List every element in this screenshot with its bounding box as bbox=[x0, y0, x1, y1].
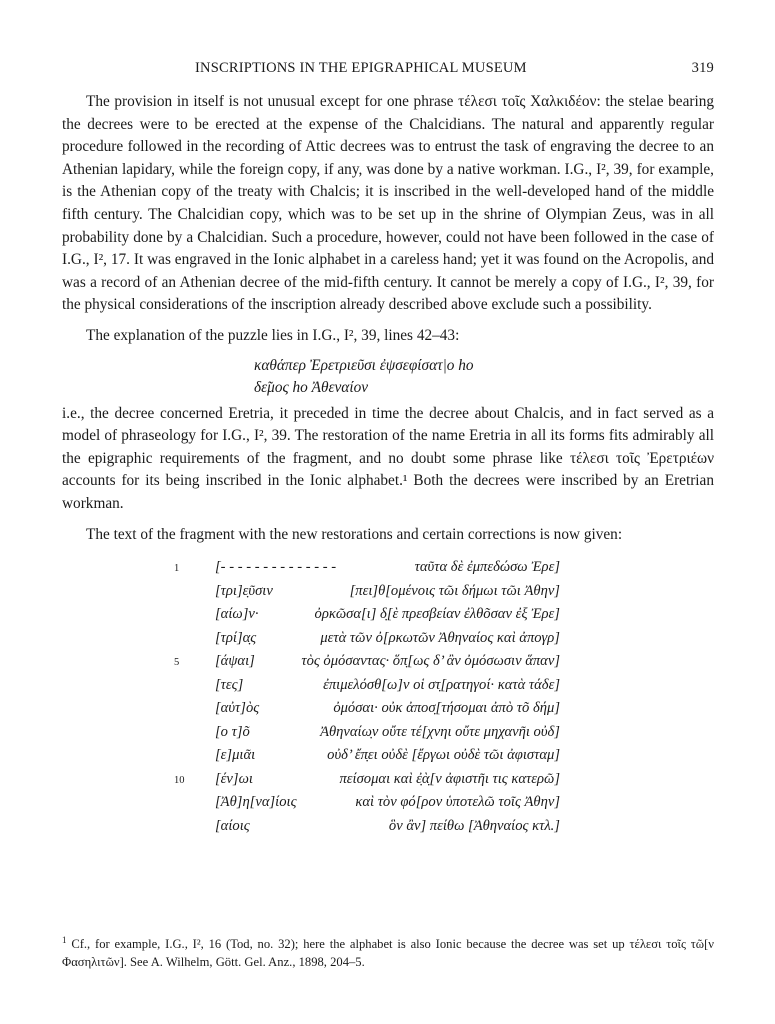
inscription-line-end: ὀμόσαι· οὐκ ἀποσ̣[τήσομαι ἀπὸ τõ δήμ] bbox=[333, 700, 560, 717]
inscription-text bbox=[62, 556, 714, 838]
footnote-marker: 1 bbox=[62, 935, 67, 945]
inscription-line-start: [ε]μιᾶι bbox=[215, 747, 256, 764]
inscription-line-end: ἐπιμελόσθ[ω]ν οἱ στ̣[ρατηγοί· κατὰ τάδε] bbox=[323, 676, 560, 693]
inscription-line bbox=[62, 556, 714, 580]
inscription-line-text bbox=[215, 744, 560, 767]
inscription-line-text bbox=[215, 697, 560, 720]
quote-line-1: καθάπερ Ἐρετριεῦσι ἐψσεφίσατ|ο hο bbox=[254, 356, 474, 374]
footnote bbox=[62, 931, 714, 971]
paragraph-text-intro: The text of the fragment with the new restorations and certain corrections is now given: bbox=[86, 525, 623, 543]
inscription-line-start: [αίω]ν· bbox=[215, 606, 259, 623]
line-number: 5 bbox=[174, 657, 180, 669]
inscription-line bbox=[62, 627, 714, 651]
inscription-line bbox=[62, 603, 714, 627]
inscription-line-start: [- - - - - - - - - - - - - - bbox=[215, 559, 337, 576]
inscription-line-start: [τρί]α̣ς bbox=[215, 629, 257, 646]
inscription-line-start: [τρι]ε̣ῦσιν bbox=[215, 582, 273, 599]
inscription-line-text bbox=[215, 556, 560, 579]
inscription-line bbox=[62, 815, 714, 839]
inscription-line-end: Ἀθηναίω̣ν οὔτε τέ[χνηι οὔτε μηχανῆι οὐδ] bbox=[320, 723, 560, 740]
inscription-line bbox=[62, 721, 714, 745]
inscription-line-start: [αίοις bbox=[215, 817, 250, 834]
main-text bbox=[62, 91, 714, 838]
inscription-line-end: οὐδ’ ἔπ̣ει οὐδὲ [ἔργωι οὐδὲ τῶι ἀφισταμ] bbox=[327, 747, 560, 764]
inscription-line-text bbox=[215, 815, 560, 838]
paragraph-provision: The provision in itself is not unusual except for one phrase τέλεσι τοῖς Χαλκιδέον: the stelae bearing the decrees were to be erected at the expense of the Chalcidians. The natural and apparently regular procedure followed in the recording of Attic decrees was to entrust the task of engraving the decree to an Athenian lapidary, while the foreign copy, if any, was done by a native workman. I.G., I², 39, for example, is the Athenian copy of the treaty with Chalcis; it is inscribed in the well-developed hand of the middle fifth century. The Chalcidian copy, which was to be set up in the shrine of Olympian Zeus, was in all probability done by a Chalcidian. Such a procedure, however, could not have been followed in the case of I.G., I², 17. It was engraved in the Ionic alphabet in a careless hand; yet it was found on the Acropolis, and was a record of an Athenian decree of the mid-fifth century. It cannot be merely a copy of I.G., I², 39, for the physical considerations of the inscription already described above exclude such a possibility. bbox=[62, 93, 714, 314]
inscription-line bbox=[62, 697, 714, 721]
inscription-line bbox=[62, 744, 714, 768]
inscription-line-end: ὀρκῶσα[ι] δ̣[ὲ πρεσβείαν ἐλθõσαν ἐξ Ἐρε] bbox=[314, 606, 560, 623]
inscription-line-end: ὃν ἂν] πείθω [Ἀθηναίος κτλ.] bbox=[388, 817, 560, 834]
inscription-line-start: [έν]ωι bbox=[215, 770, 253, 787]
inscription-line-text bbox=[215, 721, 560, 744]
inscription-line-text bbox=[215, 650, 560, 673]
inscription-line-start: [τες] bbox=[215, 676, 244, 693]
inscription-line-end: τὸς ὀμόσαντας· ὅπ̣[ως δ’ ἂν ὀμόσωσιν ἅπαν] bbox=[301, 653, 560, 670]
page-header bbox=[62, 60, 714, 78]
inscription-line-start: [Ἀθ]η[να]ίοις bbox=[215, 794, 297, 811]
inscription-line-text bbox=[215, 791, 560, 814]
inscription-line-end: καὶ τὸν φό[ρον ὑποτελῶ τοῖς Ἀθην] bbox=[355, 794, 560, 811]
inscription-line-text bbox=[215, 627, 560, 650]
inscription-line-end: μετὰ τῶν ὀ[ρκωτῶν Ἀθηναίος καὶ ἀπογρ] bbox=[320, 629, 560, 646]
inscription-line-end: [πει]θ[ομένοις τῶι δήμωι τῶι Ἀθην] bbox=[349, 582, 560, 599]
inscription-line bbox=[62, 768, 714, 792]
inscription-line bbox=[62, 580, 714, 604]
inscription-line bbox=[62, 650, 714, 674]
greek-quotation bbox=[254, 355, 714, 399]
inscription-line-text bbox=[215, 674, 560, 697]
inscription-line-text bbox=[215, 580, 560, 603]
inscription-line-start: [άψαι] bbox=[215, 653, 255, 670]
quote-line-2: δε̃μος hο Ἀθεναίον bbox=[254, 378, 369, 396]
inscription-line-end: ταῦτα δὲ ἐμπεδώσω Ἐρε] bbox=[414, 559, 560, 576]
inscription-line bbox=[62, 791, 714, 815]
inscription-line-start: [αὐτ]ὸς bbox=[215, 700, 260, 717]
line-number: 1 bbox=[174, 563, 180, 575]
inscription-line-end: πείσομαι καὶ ἐ̣ὰ̣[ν ἀφιστῆι τις κατερῶ] bbox=[339, 770, 560, 787]
inscription-line-text bbox=[215, 768, 560, 791]
paragraph-eretria: i.e., the decree concerned Eretria, it preceded in time the decree about Chalcis, and in fact served as a model of phraseology for I.G., I², 39. The restoration of the name Eretria in all its forms fits admirably all the epigraphic requirements of the fragment, and no doubt some phrase like τέλεσι τοῖς Ἐρετριέων accounts for its being inscribed in the Ionic alphabet.¹ Both the decrees were inscribed by an Eretrian workman. bbox=[62, 404, 714, 512]
inscription-line-start: [ο τ]õ bbox=[215, 723, 250, 740]
page-number: 319 bbox=[691, 60, 714, 76]
footnote-text: Cf., for example, I.G., I², 16 (Tod, no. 32); here the alphabet is also Ionic because the decree was set up τέλεσι τοῖς τῶ[ν Φασηλιτῶν]. See A. Wilhelm, Gött. Gel. Anz., 1898, 204–5. bbox=[62, 937, 714, 970]
inscription-line bbox=[62, 674, 714, 698]
paragraph-explanation: The explanation of the puzzle lies in I.G., I², 39, lines 42–43: bbox=[86, 326, 460, 344]
running-title: INSCRIPTIONS IN THE EPIGRAPHICAL MUSEUM bbox=[195, 60, 527, 76]
line-number: 10 bbox=[174, 774, 185, 786]
inscription-line-text bbox=[215, 603, 560, 626]
